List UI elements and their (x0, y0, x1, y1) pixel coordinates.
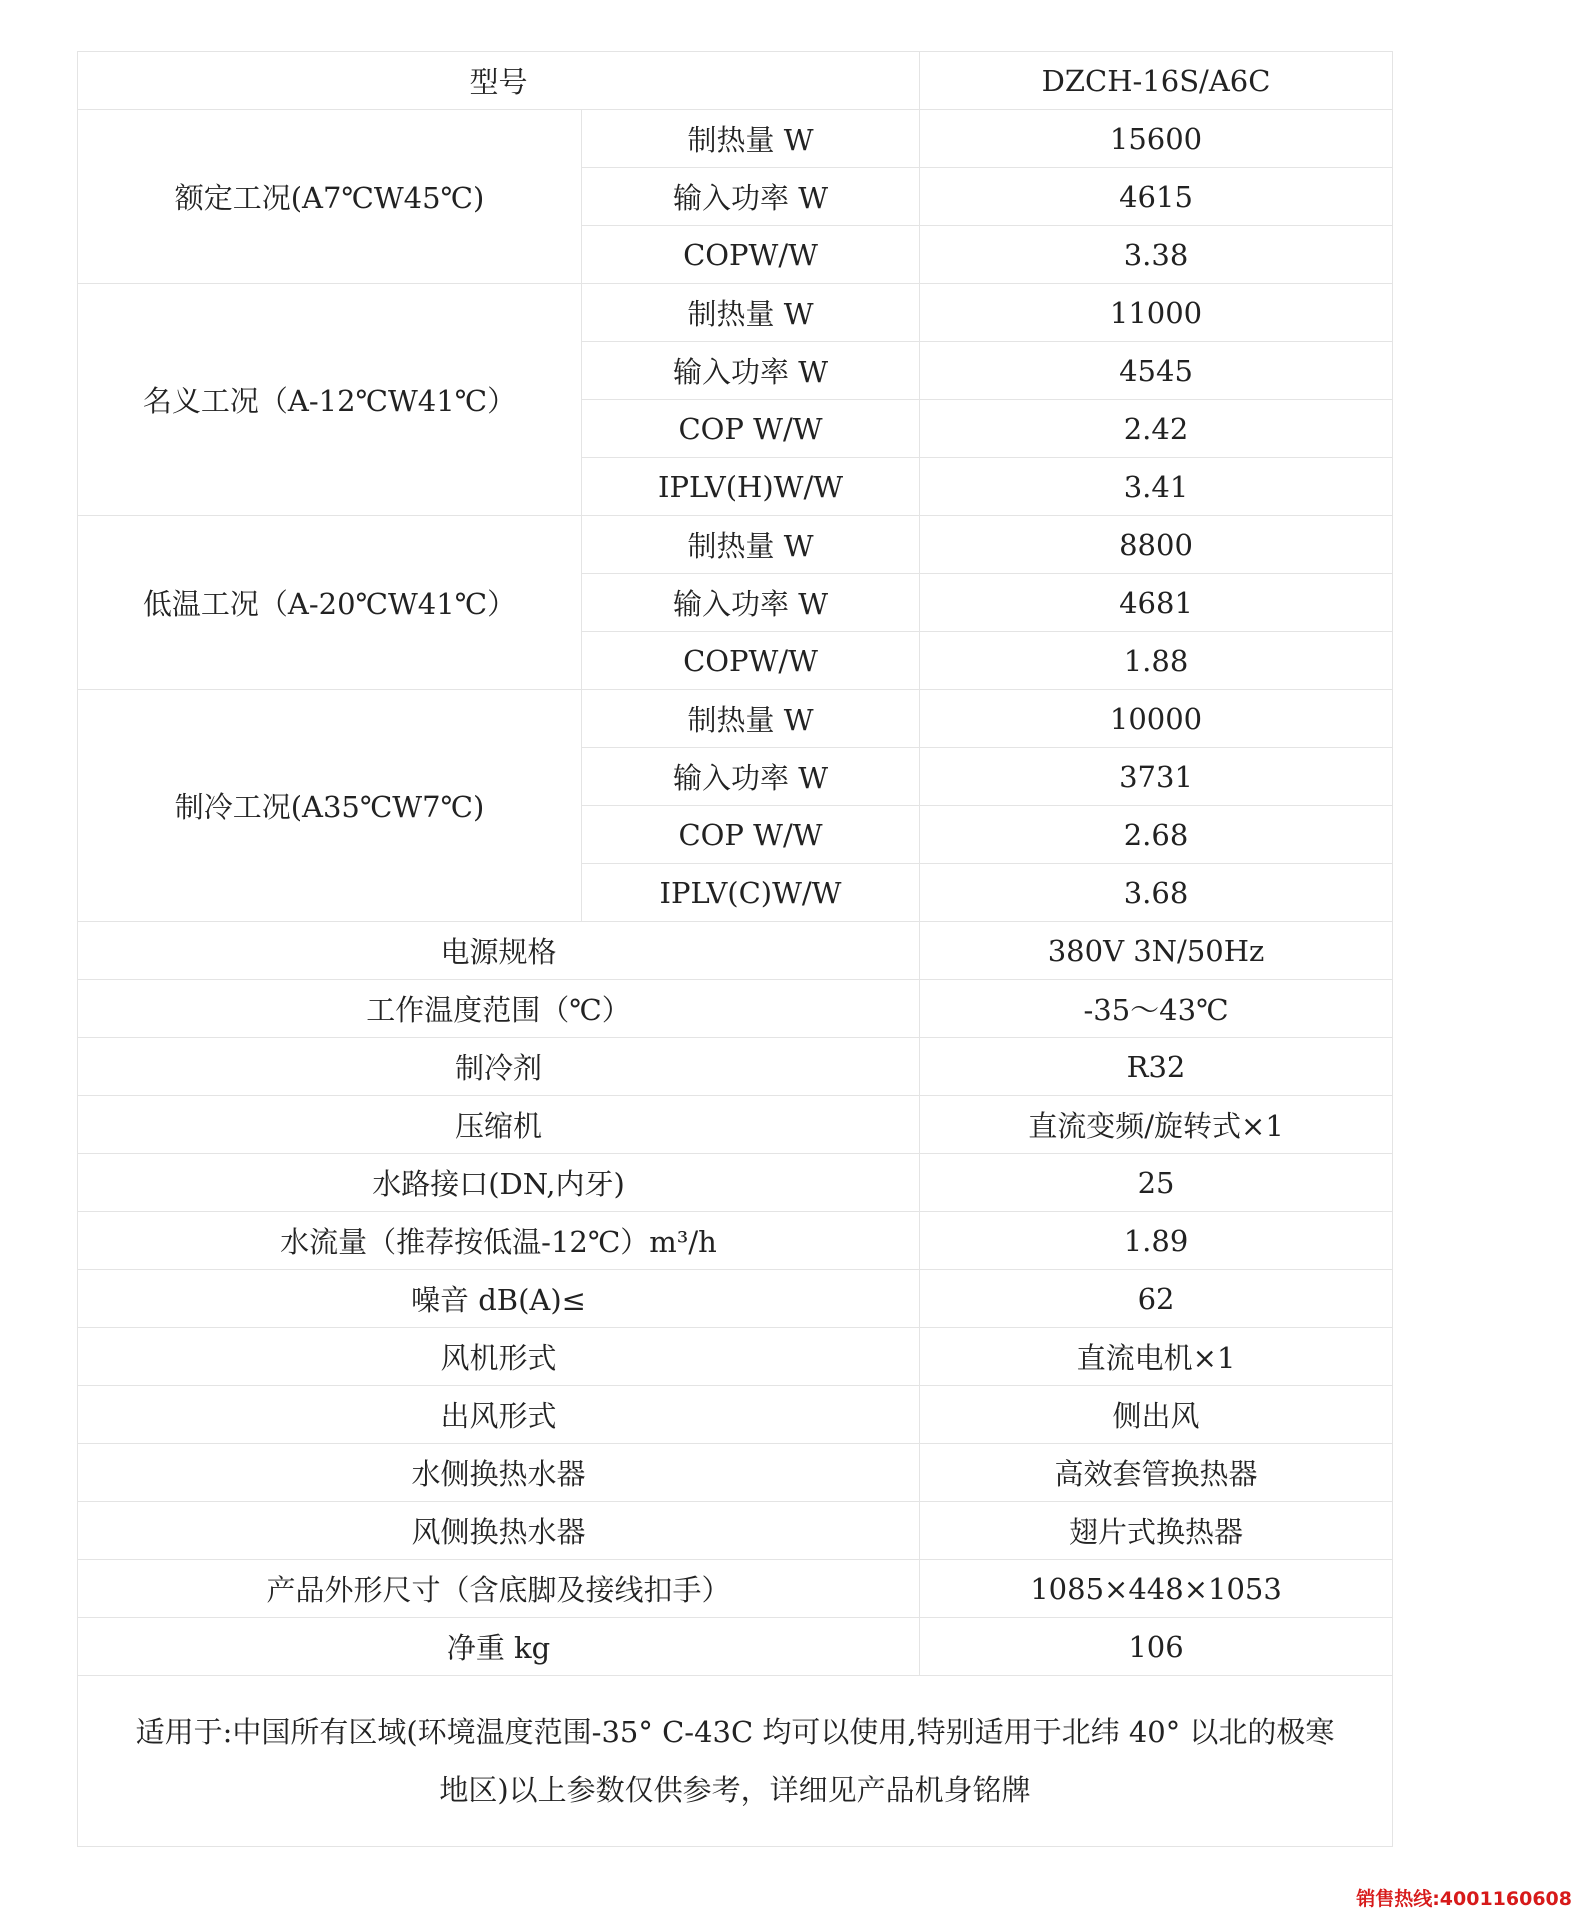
parameter-value: 2.42 (920, 400, 1393, 458)
spec-value: 1085×448×1053 (920, 1560, 1393, 1618)
condition-group-label: 额定工况(A7℃W45℃) (78, 110, 582, 284)
parameter-value: 2.68 (920, 806, 1393, 864)
parameter-value: 10000 (920, 690, 1393, 748)
spec-label: 水侧换热水器 (78, 1444, 920, 1502)
sales-hotline: 销售热线:4001160608 (1356, 1888, 1572, 1910)
parameter-label: 输入功率 W (582, 342, 920, 400)
parameter-label: COP W/W (582, 400, 920, 458)
spec-label: 风侧换热水器 (78, 1502, 920, 1560)
table-row (78, 516, 1393, 574)
table-row (78, 1038, 1393, 1096)
table-row-model (78, 52, 1393, 110)
table-row (78, 922, 1393, 980)
spec-label: 出风形式 (78, 1386, 920, 1444)
spec-value: 1.89 (920, 1212, 1393, 1270)
parameter-value: 8800 (920, 516, 1393, 574)
spec-value: 侧出风 (920, 1386, 1393, 1444)
spec-label: 制冷剂 (78, 1038, 920, 1096)
table-row (78, 1444, 1393, 1502)
table-row (78, 1212, 1393, 1270)
parameter-label: 输入功率 W (582, 748, 920, 806)
parameter-value: 4545 (920, 342, 1393, 400)
table-row (78, 980, 1393, 1038)
parameter-value: 11000 (920, 284, 1393, 342)
applicability-note (78, 1676, 1393, 1847)
table-row-note (78, 1676, 1393, 1847)
table-row (78, 1154, 1393, 1212)
spec-label: 电源规格 (78, 922, 920, 980)
parameter-label: 制热量 W (582, 284, 920, 342)
parameter-label: 制热量 W (582, 516, 920, 574)
parameter-value: 1.88 (920, 632, 1393, 690)
parameter-label: COPW/W (582, 632, 920, 690)
spec-value: 62 (920, 1270, 1393, 1328)
spec-value: 直流变频/旋转式×1 (920, 1096, 1393, 1154)
parameter-label: 制热量 W (582, 690, 920, 748)
parameter-label: COPW/W (582, 226, 920, 284)
parameter-label: IPLV(H)W/W (582, 458, 920, 516)
table-row (78, 690, 1393, 748)
table-row (78, 1618, 1393, 1676)
parameter-value: 3.68 (920, 864, 1393, 922)
parameter-label: 制热量 W (582, 110, 920, 168)
parameter-value: 3.38 (920, 226, 1393, 284)
condition-group-label: 低温工况（A-20℃W41℃） (78, 516, 582, 690)
spec-label: 净重 kg (78, 1618, 920, 1676)
spec-label: 噪音 dB(A)≤ (78, 1270, 920, 1328)
spec-table-body (78, 52, 1393, 1847)
parameter-label: 输入功率 W (582, 168, 920, 226)
model-value: DZCH-16S/A6C (920, 52, 1393, 110)
spec-value: 380V 3N/50Hz (920, 922, 1393, 980)
spec-table (77, 51, 1393, 1847)
note-line-2: 地区)以上参数仅供参考，详细见产品机身铭牌 (439, 1773, 1031, 1807)
condition-group-label: 制冷工况(A35℃W7℃) (78, 690, 582, 922)
table-row (78, 1386, 1393, 1444)
spec-label: 压缩机 (78, 1096, 920, 1154)
table-row (78, 284, 1393, 342)
table-row (78, 1096, 1393, 1154)
table-row (78, 1560, 1393, 1618)
table-row (78, 1270, 1393, 1328)
spec-value: 直流电机×1 (920, 1328, 1393, 1386)
spec-label: 水路接口(DN,内牙) (78, 1154, 920, 1212)
spec-value: -35～43℃ (920, 980, 1393, 1038)
spec-value: 25 (920, 1154, 1393, 1212)
spec-label: 风机形式 (78, 1328, 920, 1386)
spec-label: 产品外形尺寸（含底脚及接线扣手） (78, 1560, 920, 1618)
parameter-value: 3731 (920, 748, 1393, 806)
parameter-value: 15600 (920, 110, 1393, 168)
parameter-value: 4681 (920, 574, 1393, 632)
note-line-1: 适用于:中国所有区域(环境温度范围-35° C-43C 均可以使用,特别适用于北纬 40° 以北的极寒 (135, 1715, 1335, 1749)
parameter-label: 输入功率 W (582, 574, 920, 632)
table-row (78, 1502, 1393, 1560)
spec-value: 翅片式换热器 (920, 1502, 1393, 1560)
table-row (78, 1328, 1393, 1386)
condition-group-label: 名义工况（A-12℃W41℃） (78, 284, 582, 516)
spec-value: 106 (920, 1618, 1393, 1676)
table-row (78, 110, 1393, 168)
spec-label: 水流量（推荐按低温-12℃）m³/h (78, 1212, 920, 1270)
parameter-value: 3.41 (920, 458, 1393, 516)
parameter-value: 4615 (920, 168, 1393, 226)
parameter-label: COP W/W (582, 806, 920, 864)
parameter-label: IPLV(C)W/W (582, 864, 920, 922)
spec-label: 工作温度范围（℃） (78, 980, 920, 1038)
spec-value: 高效套管换热器 (920, 1444, 1393, 1502)
spec-value: R32 (920, 1038, 1393, 1096)
model-label: 型号 (78, 52, 920, 110)
